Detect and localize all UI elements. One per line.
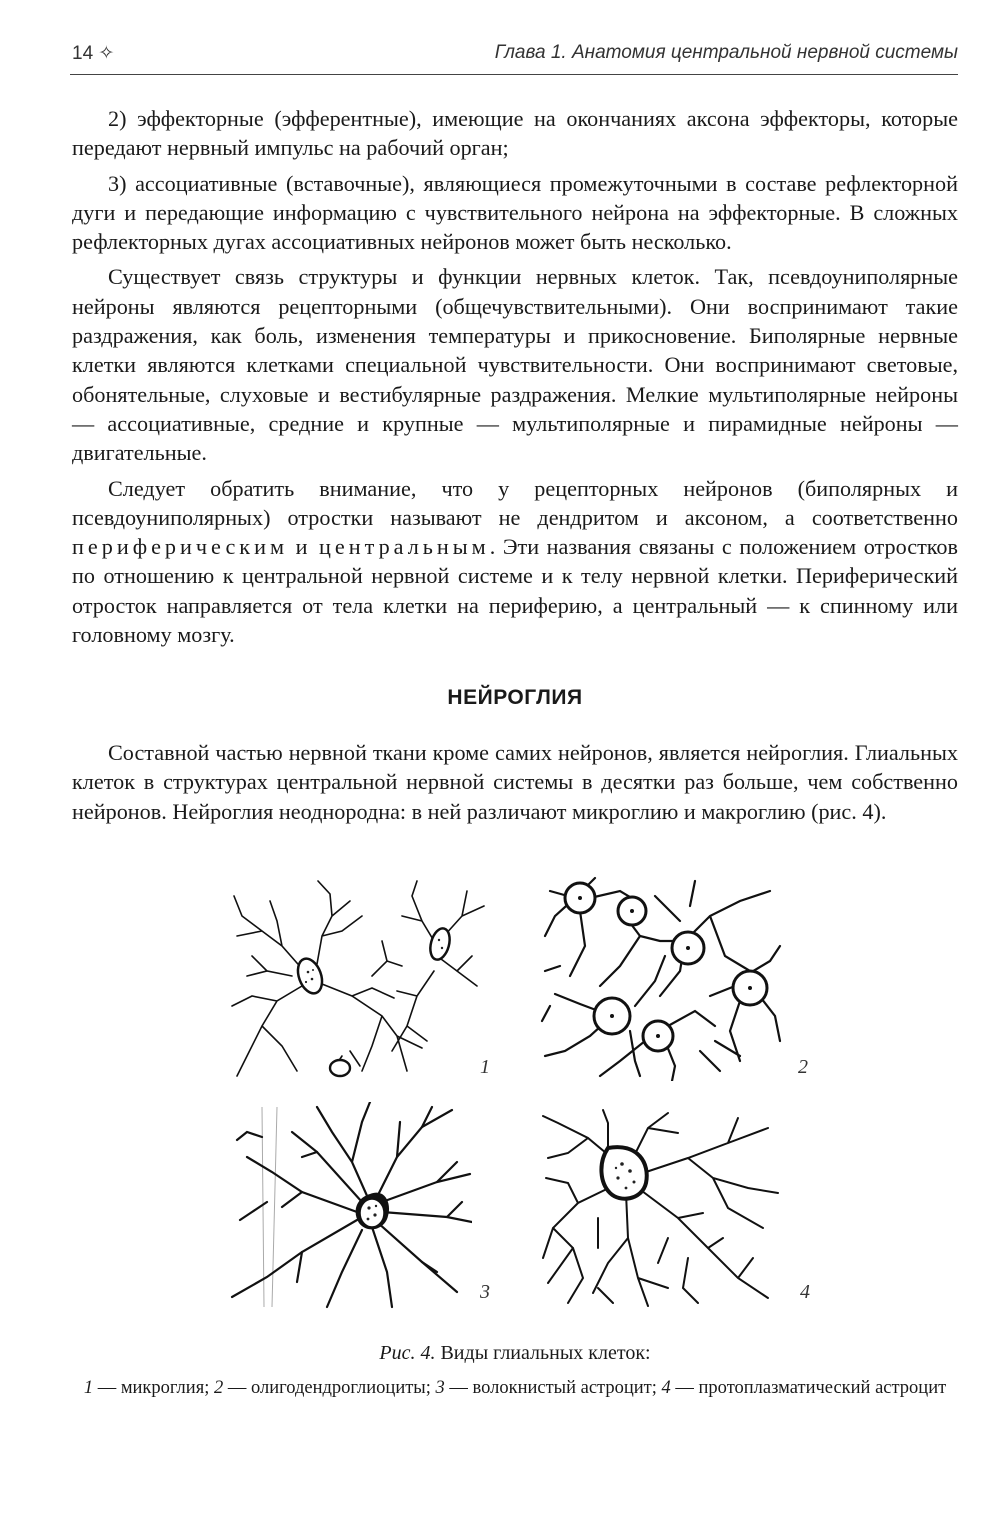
page-header (70, 38, 958, 72)
figure-glial-cells (222, 876, 818, 1312)
paragraph-effector: 2) эффекторные (эфферентные), имеющие на окончаниях аксона эффекторы, которые передают нервный импульс на рабочий орган; (72, 106, 958, 161)
legend-text-1: — микроглия; (97, 1378, 210, 1398)
paragraph-receptor-processes (72, 474, 958, 650)
caption-label: Рис. 4. (379, 1342, 436, 1364)
paragraph-structure-function: Существует связь структуры и функции нервных клеток. Так, псевдоуниполярные нейроны являются рецепторными (общечувствительными). Они воспринимают такие раздражения, как боль, изменения температуры и прикосновение. Биполярные нервные клетки являются клетками специальной чувствительности. Они воспринимают световые, обонятельные, слуховые и вестибулярные раздражения. Мелкие мультиполярные нейроны — ассоциативные, средние и крупные — мультиполярные и пирамидные нейроны — двигательные. (72, 264, 958, 466)
term-central: центральным (319, 534, 490, 560)
paragraph-neuroglia: Составной частью нервной ткани кроме самих нейронов, является нейроглия. Глиальных клеток в структурах центральной нервной системы в десятки раз больше, чем собственно нейронов. Нейроглия неоднородна: в ней различают микроглию и макроглию (рис. 4). (72, 740, 958, 824)
figure-label-4: 4 (800, 1281, 810, 1303)
running-title: Глава 1. Анатомия центральной нервной системы (494, 42, 958, 63)
oligodendrocyte-drawing (540, 876, 782, 1081)
figure-label-1: 1 (480, 1056, 490, 1078)
body-text (72, 104, 958, 655)
section-text (72, 738, 958, 832)
section-heading: НЕЙРОГЛИЯ (447, 686, 583, 709)
legend-text-3: — волокнистый астроцит; (449, 1378, 657, 1398)
protoplasmic-astrocyte-drawing (538, 1108, 782, 1308)
figure-legend (72, 1376, 958, 1400)
microglia-drawing (222, 876, 492, 1081)
figure-label-2: 2 (798, 1056, 808, 1078)
fibrous-astrocyte-drawing (222, 1102, 472, 1312)
p4-start: Следует обратить внимание, что у рецепторных нейронов (биполярных и псевдоуниполярных) отростки называют не дендритом и аксоном, а соответственно (72, 475, 958, 530)
paragraph-associative: 3) ассоциативные (вставочные), являющиеся промежуточными в составе рефлекторной дуги и передающие информацию с чувствительного нейрона на эффекторные. В сложных рефлекторных дугах ассоциативных нейронов может быть несколько. (72, 170, 958, 255)
term-and: и (295, 534, 312, 560)
p4-end: . Эти названия связаны с положением отростков по отношению к центральной нервной системе и к телу нервной клетки. Периферический отросток направляется от тела клетки на периферию, а центральный — к спинному или головному мозгу. (72, 534, 958, 648)
page-number: 14 ✧ (72, 43, 115, 64)
legend-num-4: 4 (661, 1378, 671, 1398)
legend-num-3: 3 (435, 1378, 445, 1398)
legend-num-2: 2 (213, 1378, 224, 1398)
header-rule (70, 74, 958, 75)
legend-text-4: — протоплазматический астроцит (675, 1378, 947, 1398)
term-peripheral: периферическим (72, 534, 288, 560)
caption-text: Виды глиальных клеток: (440, 1342, 651, 1364)
legend-text-2: — олигодендроглиоциты; (227, 1378, 431, 1398)
figure-caption (72, 1340, 958, 1366)
figure-label-3: 3 (480, 1281, 490, 1303)
legend-num-1: 1 (83, 1378, 94, 1398)
